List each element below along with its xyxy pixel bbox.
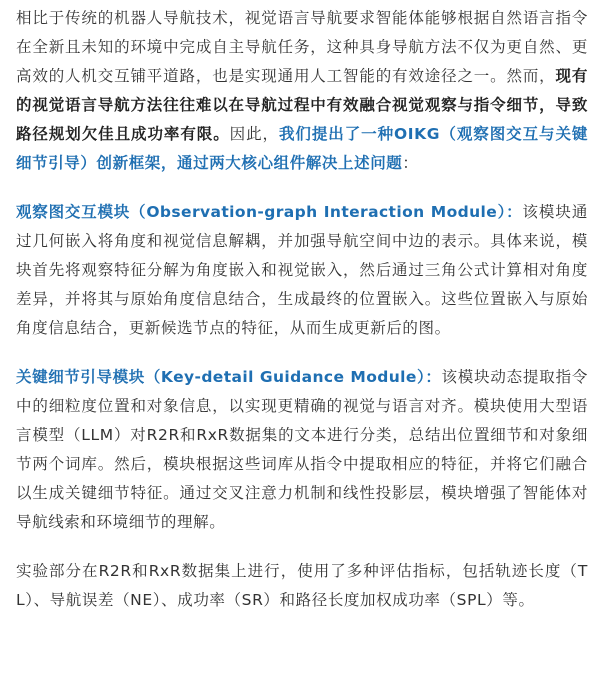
module2-body: 该模块动态提取指令中的细粒度位置和对象信息，以实现更精确的视觉与语言对齐。模块使用大型语言模型（LLM）对R2R和RxR数据集的文本进行分类，总结出位置细节和对象细节两个词库。然后，模块根据这些词库从指令中提取相应的特征，并将它们融合以生成关键细节特征。通过交叉注意力机制和线性投影层，模块增强了智能体对导航线索和环境细节的理解。 — [16, 368, 588, 531]
experiment-text: 实验部分在R2R和RxR数据集上进行，使用了多种评估指标，包括轨迹长度（TL）、导航误差（NE）、成功率（SR）和路径长度加权成功率（SPL）等。 — [16, 562, 588, 609]
intro-text-part2: 因此， — [229, 125, 279, 143]
module1-body: 该模块通过几何嵌入将角度和视觉信息解耦，并加强导航空间中边的表示。具体来说，模块首先将观察特征分解为角度嵌入和视觉嵌入，然后通过三角公式计算相对角度差异，并将其与原始角度信息结合，生成最终的位置嵌入。这些位置嵌入与原始角度信息结合，更新候选节点的特征，从而生成更新后的图。 — [16, 203, 588, 337]
intro-text-part1: 相比于传统的机器人导航技术，视觉语言导航要求智能体能够根据自然语言指令在全新且未知的环境中完成自主导航任务，这种具身导航方法不仅为更自然、更高效的人机交互铺平道路，也是实现通用人工智能的有效途径之一。然而， — [16, 9, 588, 85]
module2-title: 关键细节引导模块（Key-detail Guidance Module）： — [16, 368, 442, 386]
module1-title: 观察图交互模块（Observation-graph Interaction Module）： — [16, 203, 523, 221]
module1-paragraph — [16, 198, 588, 343]
intro-text-part3: ： — [402, 154, 419, 172]
intro-accent-statement: 我们提出了一种OIKG（观察图交互与关键细节引导）创新框架，通过两大核心组件解决上述问题 — [16, 125, 588, 172]
intro-bold-statement: 现有的视觉语言导航方法往往难以在导航过程中有效融合视觉观察与指令细节，导致路径规划欠佳且成功率有限。 — [16, 67, 588, 143]
module2-paragraph — [16, 363, 588, 537]
intro-paragraph — [16, 4, 588, 178]
experiment-paragraph — [16, 557, 588, 615]
